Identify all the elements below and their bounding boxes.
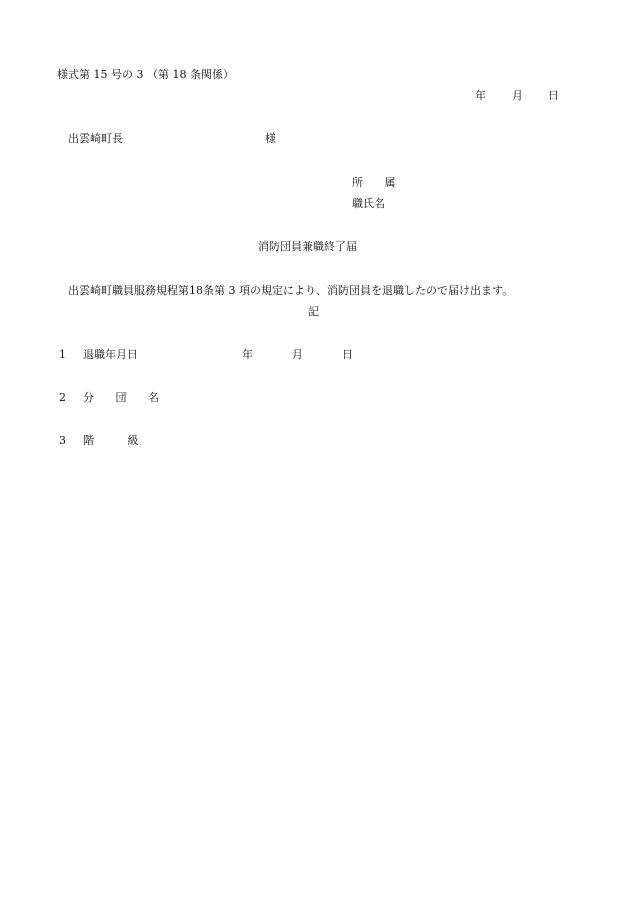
item-label: 分 団 名 bbox=[83, 391, 168, 404]
body-text: 出雲崎町職員服務規程第18条第 3 項の規定により、消防団員を退職したので届け出ます。 bbox=[68, 284, 514, 297]
document-title: 消防団員兼職終了届 bbox=[258, 240, 357, 253]
addressee-honorific: 様 bbox=[265, 132, 276, 145]
date-year: 年 bbox=[475, 89, 486, 102]
name-label: 職氏名 bbox=[352, 197, 385, 210]
retire-day-unit: 日 bbox=[342, 348, 353, 361]
affiliation-label: 所 属 bbox=[352, 176, 405, 189]
retire-month-unit: 月 bbox=[292, 348, 303, 361]
item-number: 3 bbox=[59, 434, 66, 447]
item-label: 階 級 bbox=[83, 434, 139, 447]
ki-label: 記 bbox=[308, 305, 319, 318]
form-number: 様式第 15 号の 3 （第 18 条関係） bbox=[57, 68, 234, 81]
addressee-name: 出雲崎町長 bbox=[68, 132, 123, 145]
date-month: 月 bbox=[512, 89, 523, 102]
date-day: 日 bbox=[548, 89, 559, 102]
item-label: 退職年月日 bbox=[83, 348, 138, 361]
item-number: 1 bbox=[59, 348, 66, 361]
retire-year-unit: 年 bbox=[242, 348, 253, 361]
item-number: 2 bbox=[59, 391, 66, 404]
